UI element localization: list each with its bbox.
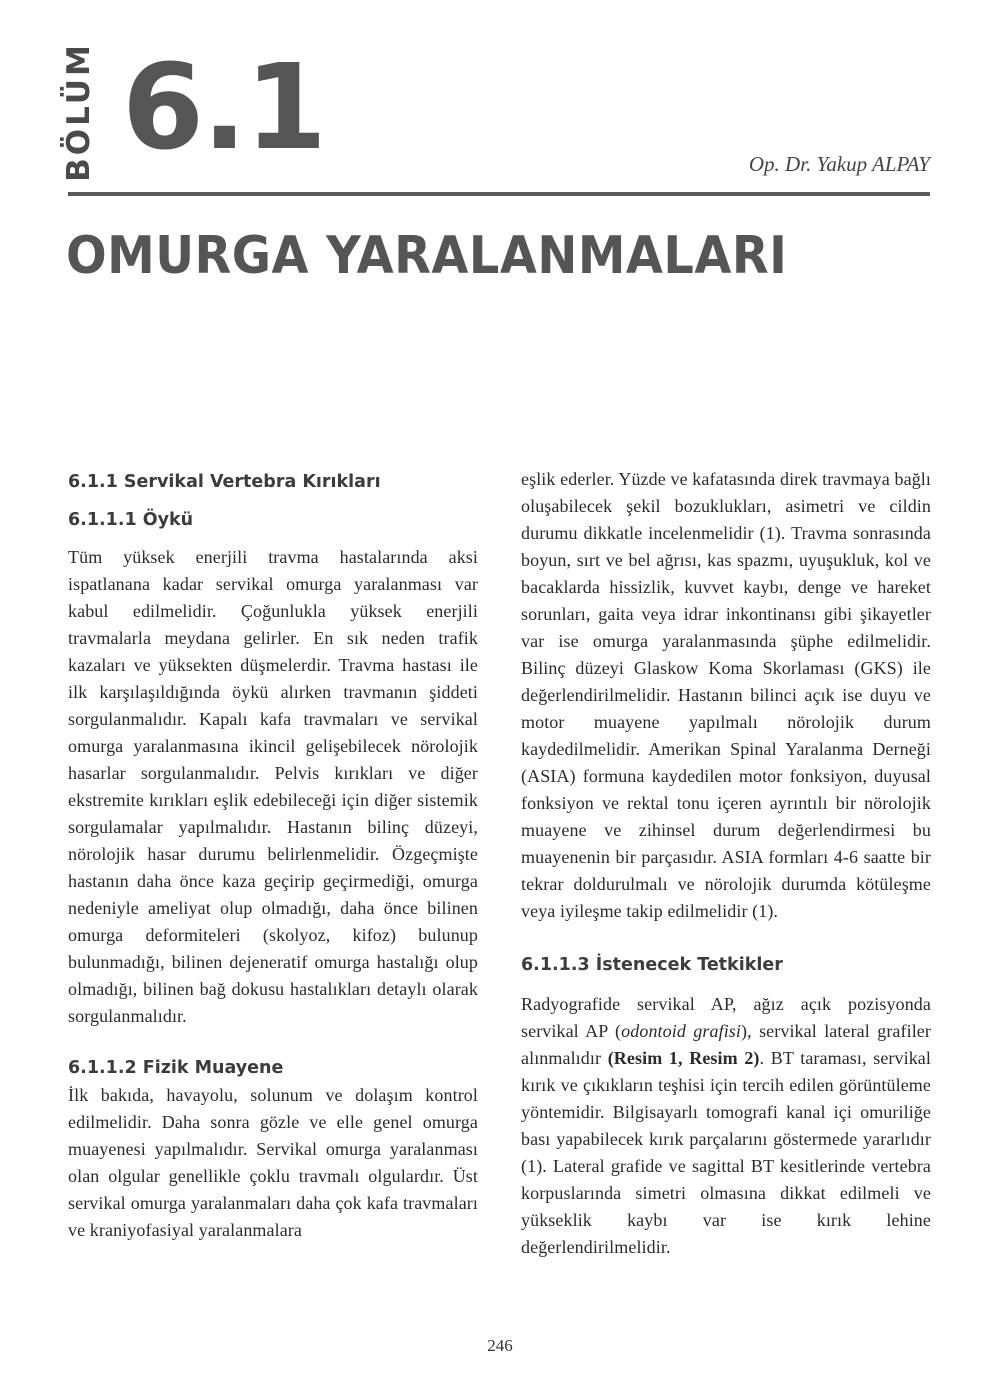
header-divider [68, 192, 930, 196]
history-paragraph: Tüm yüksek enerjili travma hastalarında aksi ispatlanana kadar servikal omurga yaralanması var kabul edilmelidir. Çoğunlukla yüksek enerjili travmalarla meydana gelirler. En sık neden trafik kazaları ve yüksekten düşmelerdir. Travma hastası ile ilk karşılaşıldığında öykü alırken travmanın şiddeti sorgulanmalıdır. Kapalı kafa travmaları ve servikal omurga yaralanmasına ikincil gelişebilecek nörolojik hasarlar sorgulanmalıdır. Pelvis kırıkları ve diğer ekstremite kırıkları eşlik edebileceği için diğer sistemik sorgulamalar yapılmalıdır. Hastanın bilinç düzeyi, nörolojik hasar durumu belirlenmelidir. Özgeçmişte hastanın daha önce kaza geçirip geçirmediği, omurga nedeniyle ameliyat olup olmadığı, daha önce bilinen omurga deformiteleri (skolyoz, kifoz) bulunup bulunmadığı, bilinen dejeneratif omurga hastalığı olup olmadığı, bilinen bağ dokusu hastalıkları detaylı olarak sorgulanmalıdır. [68, 547, 478, 1026]
chapter-number: 6.1 [122, 38, 326, 176]
right-column [521, 466, 931, 1261]
author-name: Op. Dr. Yakup ALPAY [748, 152, 930, 176]
section-heading: 6.1.1 Servikal Vertebra Kırıkları [68, 472, 381, 492]
tests-text-a: Radyografide servikal AP, ağız açık pozisyonda servikal AP ( [521, 994, 931, 1041]
tests-italic-term: odontoid grafisi [621, 1021, 742, 1041]
physical-exam-paragraph: İlk bakıda, havayolu, solunum ve dolaşım kontrol edilmelidir. Daha sonra gözle ve elle genel omurga muayenesi yapılmalıdır. Servikal omurga yaralanması olan olgular genellikle çoklu travmalı olgulardır. Üst servikal omurga yaralanmaları daha çok kafa travmaları ve kraniyofasiyal yaralanmalara [68, 1085, 478, 1240]
tests-paragraph [521, 991, 931, 1261]
subsection-heading-physical-exam: 6.1.1.2 Fizik Muayene [68, 1058, 284, 1078]
left-column [68, 468, 478, 1244]
physical-exam-continued-paragraph: eşlik ederler. Yüzde ve kafatasında direk travmaya bağlı oluşabilecek şekil bozuklukları, asimetri ve cildin durumu dikkatle incelenmelidir (1). Travma sonrasında boyun, sırt ve bel ağrısı, kas spazmı, uyuşukluk, kol ve bacaklarda hissizlik, kuvvet kaybı, denge ve hareket sorunları, gaita veya idrar inkontinansı gibi şikayetler var ise omurga yaralanmasında şüphe edilmelidir. Bilinç düzeyi Glaskow Koma Skorlaması (GKS) ile değerlendirilmelidir. Hastanın bilinci açık ise duyu ve motor muayene yapılmalı nörolojik durum kaydedilmelidir. Amerikan Spinal Yaralanma Derneği (ASIA) formuna kaydedilen motor fonksiyon, duyusal fonksiyon ve rektal tonu içeren ayrıntılı bir nörolojik muayene ve zihinsel durum değerlendirmesi bu muayenenin bir parçasıdır. ASIA formları 4-6 saatte bir tekrar doldurulmalı ve nörolojik durumda kötüleşme veya iyileşme takip edilmelidir (1). [521, 469, 931, 921]
chapter-title: OMURGA YARALANMALARI [66, 226, 788, 286]
subsection-heading-tests: 6.1.1.3 İstenecek Tetkikler [521, 955, 783, 975]
tests-text-c: . BT taraması, servikal kırık ve çıkıkların teşhisi için tercih edilen görüntüleme yöntemidir. Bilgisayarlı tomografi kanal içi omuriliğe bası yapabilecek kırık parçalarını göstermede yararlıdır (1). Lateral grafide ve sagittal BT kesitlerinde vertebra korpuslarında simetri olmasına dikkat edilmeli ve yükseklik kaybı var ise kırık lehine değerlendirilmelidir. [521, 1048, 931, 1257]
section-label [46, 42, 112, 182]
tests-text-b: ), servikal lateral grafiler alınmalıdır [521, 1021, 931, 1068]
page-number: 246 [487, 1336, 513, 1355]
subsection-heading-history: 6.1.1.1 Öykü [68, 510, 194, 530]
section-word: BÖLÜM [61, 42, 97, 182]
tests-figure-reference: (Resim 1, Resim 2) [607, 1048, 760, 1068]
